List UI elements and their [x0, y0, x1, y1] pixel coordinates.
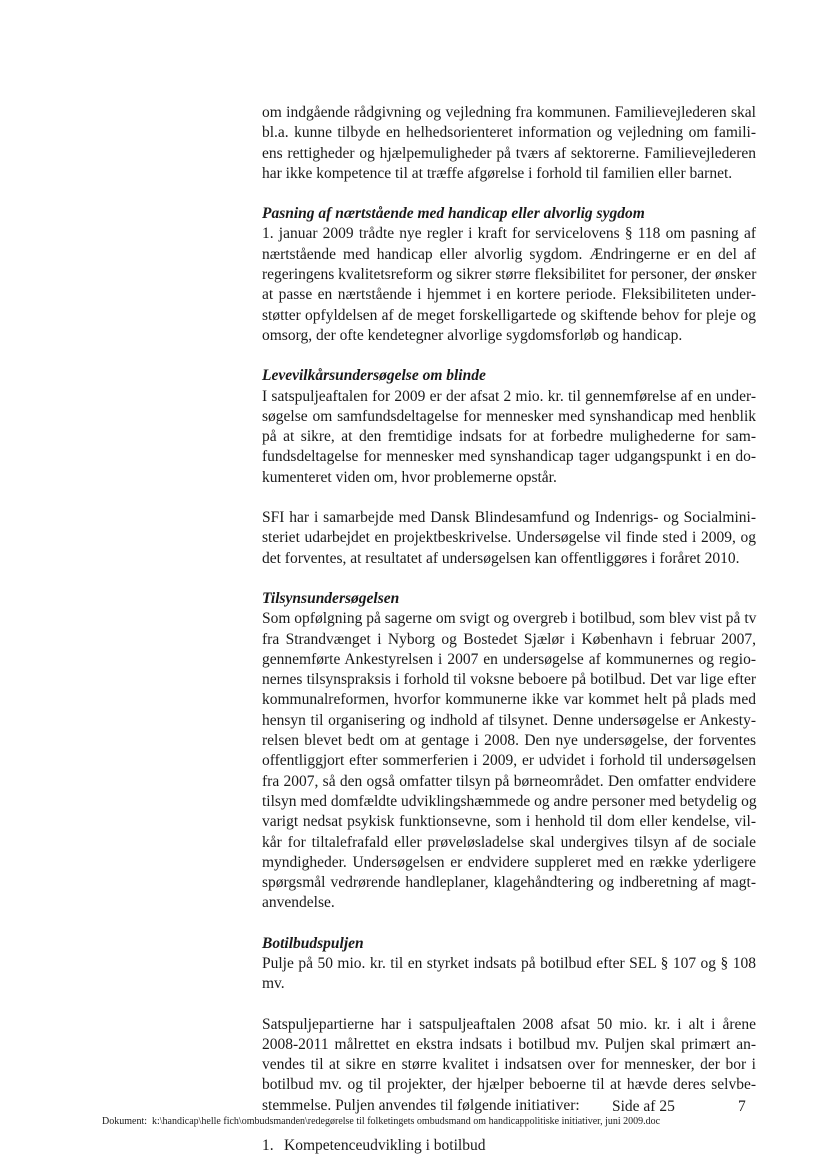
- text-line: nernes tilsynspraksis i forhold til voksne beboere på botilbud. Det var lige efter: [262, 671, 756, 689]
- list-item: [262, 1136, 756, 1156]
- text-line: fundsdeltagelse for mennesker med synshandicap tager udgangspunkt i en do-: [262, 448, 756, 466]
- text-line: varigt nedsat psykisk funktionsevne, som i henhold til dom eller kendelse, vil-: [262, 813, 756, 831]
- footer-document-label: Dokument:: [102, 1116, 147, 1127]
- paragraph: [262, 508, 756, 569]
- text-line: på at sikre, at den fremtidige indsats for at forbedre mulighederne for sam-: [262, 428, 756, 446]
- paragraph: [262, 224, 756, 346]
- text-line: spørgsmål vedrørende handleplaner, klagehåndtering og indberetning af magt-: [262, 874, 756, 892]
- paragraph-gap: [262, 346, 756, 366]
- text-line: det forventes, at resultatet af undersøgelsen kan offentliggøres i foråret 2010.: [262, 549, 740, 567]
- text-line: søgelse om samfundsdeltagelse for mennesker med synshandicap med henblik: [262, 407, 756, 425]
- text-line: kår for tiltalefrafald eller prøveløsladelse skal undergives tilsyn af de sociale: [262, 833, 756, 851]
- paragraph-gap: [262, 995, 756, 1015]
- text-line: relsen blevet bedt om at gentage i 2008. Den nye undersøgelse, der forventes: [262, 732, 756, 750]
- section: [262, 589, 756, 914]
- section-heading: Pasning af nærtstående med handicap eller alvorlig sygdom: [262, 205, 645, 223]
- paragraph-gap: [262, 184, 756, 204]
- text-line: Pulje på 50 mio. kr. til en styrket indsats på botilbud efter SEL § 107 og § 108: [262, 954, 756, 972]
- text-line: botilbud mv. og til projekter, der hjælper beboerne til at hævde deres selvbe-: [262, 1076, 756, 1094]
- paragraph-gap: [262, 569, 756, 589]
- section: [262, 366, 756, 569]
- text-line: stemmelse. Puljen anvendes til følgende initiativer:: [262, 1096, 580, 1114]
- text-line: gennemførte Ankestyrelsen i 2007 en undersøgelse af kommunernes og regio-: [262, 650, 756, 668]
- text-line: steriet udarbejdet en projektbeskrivelse. Undersøgelse vil finde sted i 2009, og: [262, 529, 756, 547]
- footer-document-filepath: k:\handicap\helle fich\ombudsmanden\redegørelse til folketingets ombudsmand om handicappolitiske initiativer, juni 2009.doc: [152, 1116, 661, 1127]
- text-line: at passe en nærtstående i hjemmet i en kortere periode. Fleksibiliteten under-: [262, 286, 756, 304]
- text-line: SFI har i samarbejde med Dansk Blindesamfund og Indenrigs- og Socialmini-: [262, 509, 756, 527]
- text-line: Satspuljepartierne har i satspuljeaftalen 2008 afsat 50 mio. kr. i alt i årene: [262, 1015, 756, 1033]
- text-line: Som opfølgning på sagerne om svigt og overgreb i botilbud, som blev vist på tv: [262, 610, 757, 628]
- section-heading: Levevilkårsundersøgelse om blinde: [262, 367, 486, 385]
- section: [262, 204, 756, 346]
- text-line: I satspuljeaftalen for 2009 er der afsat 2 mio. kr. til gennemførelse af en under-: [262, 387, 756, 405]
- text-line: har ikke kompetence til at træffe afgørelse i forhold til familien eller barnet.: [262, 164, 733, 182]
- list-item-text: Kompetenceudvikling i botilbud: [284, 1137, 486, 1155]
- text-line: nærtstående med handicap eller alvorlig sygdom. Ændringerne er en del af: [262, 245, 756, 263]
- text-line: fra Strandvænget i Nyborg og Bostedet Sjælør i København i februar 2007,: [262, 630, 756, 648]
- paragraph: [262, 954, 756, 995]
- paragraph-gap: [262, 488, 756, 508]
- text-line: anvendelse.: [262, 894, 335, 912]
- text-line: hensyn til organisering og indhold af tilsynet. Denne undersøgelse er Ankesty-: [262, 711, 756, 729]
- text-line: fra 2007, så den også omfatter tilsyn på børneområdet. Den omfatter endvidere: [262, 772, 756, 790]
- section: [262, 934, 756, 1116]
- text-line: 1. januar 2009 trådte nye regler i kraft for servicelovens § 118 om pasning af: [262, 225, 756, 243]
- text-line: tilsyn med domfældte udviklingshæmmede og andre personer med betydelig og: [262, 792, 757, 810]
- text-line: offentliggjort efter sommerferien i 2009, er udvidet i forhold til undersøgelsen: [262, 752, 756, 770]
- text-line: kommunalreformen, hvorfor kommunerne ikke var kommet helt på plads med: [262, 691, 756, 709]
- text-line: om indgående rådgivning og vejledning fra kommunen. Familievejlederen skal: [262, 104, 756, 121]
- paragraph-gap: [262, 914, 756, 934]
- text-line: ens rettigheder og hjælpemuligheder på tværs af sektorerne. Familievejlederen: [262, 144, 756, 162]
- text-line: vendes til at sikre en større kvalitet i indsatsen over for mennesker, der bor i: [262, 1056, 756, 1074]
- paragraph: [262, 1015, 756, 1116]
- paragraph: [262, 609, 756, 913]
- section-heading: Tilsynsundersøgelsen: [262, 589, 400, 607]
- list-item-number: 1.: [262, 1137, 274, 1155]
- text-line: kumenteret viden om, hvor problemerne opstår.: [262, 468, 557, 486]
- text-line: myndigheder. Undersøgelsen er endvidere suppleret med en række yderligere: [262, 853, 756, 871]
- text-line: støtter opfyldelsen af de meget forskelligartede og skiftende behov for pleje og: [262, 306, 756, 324]
- footer-page-label: Side af 25: [612, 1098, 675, 1115]
- text-line: omsorg, der ofte kendetegner alvorlige sygdomsforløb og handicap.: [262, 326, 683, 344]
- footer-page-number: 7: [738, 1098, 746, 1115]
- text-line: regeringens kvalitetsreform og sikrer større fleksibilitet for personer, der ønsker: [262, 266, 757, 284]
- text-line: mv.: [262, 975, 285, 993]
- section-heading: Botilbudspuljen: [262, 934, 364, 952]
- intro-paragraph: [262, 103, 756, 184]
- footer-document-path: [102, 1116, 660, 1127]
- paragraph: [262, 387, 756, 488]
- text-line: bl.a. kunne tilbyde en helhedsorienteret information og vejledning om famili-: [262, 124, 756, 142]
- text-line: 2008-2011 målrettet en ekstra indsats i botilbud mv. Puljen skal primært an-: [262, 1035, 756, 1053]
- document-body: [262, 103, 756, 1156]
